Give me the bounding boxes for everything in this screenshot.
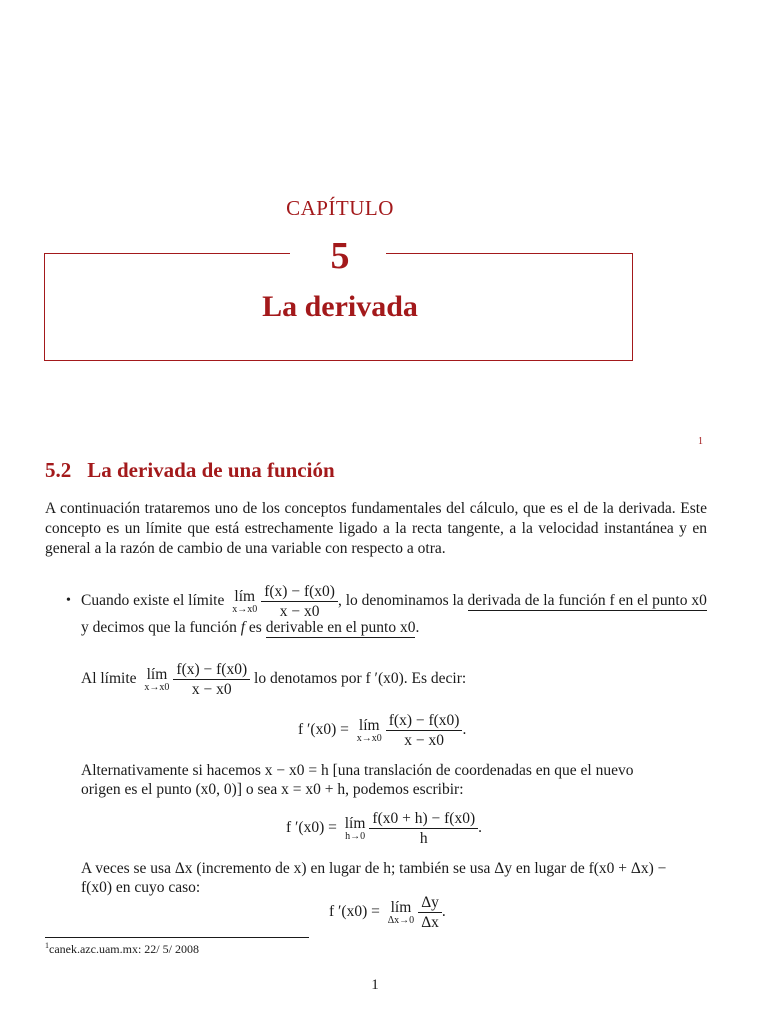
bullet-text-4: es [248, 619, 262, 636]
lim-word: lím [146, 665, 168, 683]
para3-line-2: origen es el punto (x0, 0)] o sea x = x0 + h, podemos escribir: [81, 781, 464, 798]
derivative-lhs: f ′(x0) = [286, 819, 337, 837]
differentiable-term: derivable en el punto x0 [265, 619, 416, 636]
para3-line-1: Alternativamente si hacemos x − x0 = h [una translación de coordenadas en que el nuevo [81, 762, 634, 779]
intro-paragraph: A continuación trataremos uno de los conceptos fundamentales del cálculo, que es el de la derivada. Este concepto es un límite que está estrechamente ligado a la recta tangente, a la velocidad instantánea y en general a la razón de cambio de una variable con respecto a otra. [45, 500, 707, 557]
limit-operator [144, 667, 169, 693]
delta-quotient [418, 893, 442, 932]
limit-operator [388, 900, 414, 926]
bullet-line-2: y decimos que la función f es derivable en el punto x0. [81, 619, 420, 636]
equation-2 [286, 809, 482, 848]
chapter-label: CAPÍTULO [286, 196, 394, 220]
numerator: f(x) − f(x0) [261, 582, 338, 602]
lim-word: lím [390, 898, 412, 916]
bullet-text-2: , lo denominamos la [337, 592, 464, 610]
bullet-line-1 [81, 582, 707, 621]
para2 [81, 660, 466, 699]
difference-quotient [261, 582, 338, 621]
denominator: x − x0 [279, 603, 320, 620]
derivative-definition-term: derivada de la función f en el punto x0 [467, 592, 707, 610]
section-heading [45, 458, 335, 483]
limit-operator [345, 816, 366, 842]
equation-period: . [441, 903, 446, 921]
bullet-period: . [415, 619, 420, 636]
lim-subscript: x→x0 [356, 732, 382, 744]
footnote-text: canek.azc.uam.mx: 22/ 5/ 2008 [49, 942, 199, 956]
difference-quotient [386, 711, 463, 750]
equation-1 [298, 711, 466, 750]
denominator: Δx [421, 914, 439, 931]
para2-start: Al límite [81, 670, 137, 688]
chapter-title: La derivada [262, 290, 418, 323]
denominator: x − x0 [404, 732, 444, 749]
lim-subscript: x→x0 [232, 603, 258, 615]
numerator: f(x) − f(x0) [173, 660, 250, 680]
derivative-lhs: f ′(x0) = [298, 721, 349, 739]
increment-quotient [369, 809, 478, 848]
derivative-lhs: f ′(x0) = [329, 903, 380, 921]
section-title: La derivada de una función [87, 458, 335, 482]
lim-subscript: h→0 [345, 830, 366, 842]
footnote-mark: 1 [45, 941, 49, 950]
footnote-marker[interactable]: 1 [698, 436, 703, 447]
limit-operator [357, 718, 382, 744]
lim-subscript: x→x0 [144, 681, 170, 693]
difference-quotient [173, 660, 250, 699]
equation-period: . [478, 819, 482, 837]
equation-period: . [462, 721, 467, 739]
equation-3 [329, 893, 446, 932]
chapter-number: 5 [330, 235, 350, 277]
para2-end: lo denotamos por f ′(x0). Es decir: [254, 670, 467, 688]
numerator: f(x) − f(x0) [386, 711, 463, 731]
lim-word: lím [344, 814, 366, 832]
denominator: h [419, 830, 428, 847]
footnote [45, 941, 199, 957]
numerator: Δy [418, 893, 442, 913]
para4-line-2: f(x0) en cuyo caso: [81, 879, 201, 896]
page-number: 1 [371, 977, 379, 993]
section-number: 5.2 [45, 458, 72, 482]
lim-word: lím [358, 716, 380, 734]
limit-operator [232, 589, 257, 615]
lim-word: lím [234, 587, 256, 605]
lim-subscript: Δx→0 [387, 914, 415, 926]
bullet-text-1: Cuando existe el límite [81, 592, 225, 610]
numerator: f(x0 + h) − f(x0) [369, 809, 478, 829]
footnote-rule [45, 937, 309, 938]
denominator: x − x0 [191, 681, 232, 698]
bullet-text-3: y decimos que la función [81, 619, 237, 636]
bullet-marker: • [66, 593, 71, 608]
para4-line-1: A veces se usa Δx (incremento de x) en lugar de h; también se usa Δy en lugar de f(x0 + Δx) − [81, 860, 667, 877]
